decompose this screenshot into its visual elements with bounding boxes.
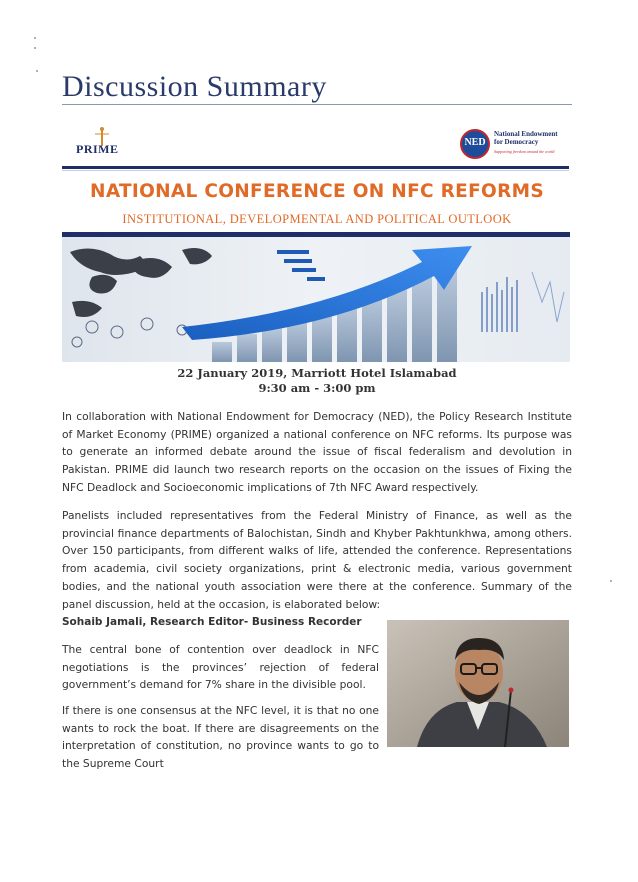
panelists-paragraph: Panelists included representatives from the Federal Ministry of Finance, as well as the provincial finance departments of Balochistan, Sindh and Khyber Pakhtunkhwa, among others. Over 150 participants, from different walks of life, attended the conference. Representations from academia, civil society organizations, print & electronic media, various government bodies, and the national youth association were there at the conference. Summary of the panel discussion, held at the occasion, is elaborated below: bbox=[62, 509, 572, 611]
conference-subtitle: INSTITUTIONAL, DEVELOPMENTAL AND POLITICAL OUTLOOK bbox=[122, 212, 512, 226]
header-band bbox=[62, 166, 569, 169]
scan-speck bbox=[610, 580, 612, 582]
conference-time: 9:30 am - 3:00 pm bbox=[258, 381, 376, 395]
page-title: Discussion Summary bbox=[62, 70, 327, 103]
intro-paragraph: In collaboration with National Endowment for Democracy (NED), the Policy Research Institute of Market Economy (PRIME) organized a national conference on NFC reforms. Its purpose was to generate an informed debate around the issue of fiscal federalism and devolution in Pakistan. PRIME did launch two research reports on the occasion on the issues of Fixing the NFC Deadlock and Socioeconomic implications of 7th NFC Award respectively. bbox=[62, 410, 572, 494]
speaker-paragraph-1: The central bone of contention over deadlock in NFC negotiations is the provinces’ rejection of federal government’s demand for 7% share in the divisible pool. bbox=[62, 643, 379, 692]
ned-logo-badge: NED bbox=[464, 137, 486, 148]
scan-speck bbox=[34, 47, 36, 49]
conference-banner-image bbox=[62, 232, 570, 362]
header-band-thin bbox=[62, 170, 569, 171]
ned-name-line1: National Endowment bbox=[494, 130, 558, 138]
prime-wordmark: PRIME bbox=[76, 142, 119, 156]
scan-speck bbox=[34, 37, 36, 39]
ned-tagline: Supporting freedom around the world bbox=[494, 149, 555, 154]
ned-name-line2: for Democracy bbox=[494, 138, 539, 146]
ned-name bbox=[494, 130, 558, 146]
scan-speck bbox=[36, 70, 38, 72]
title-divider bbox=[62, 104, 572, 105]
conference-date-venue: 22 January 2019, Marriott Hotel Islamabad bbox=[177, 366, 457, 380]
speaker-photo bbox=[387, 620, 569, 747]
conference-title: NATIONAL CONFERENCE ON NFC REFORMS bbox=[90, 181, 544, 202]
speaker-paragraph-2: If there is one consensus at the NFC level, it is that no one wants to rock the boat. If there are disagreements on the interpretation of constitution, no province wants to go to the Supreme Court bbox=[62, 704, 379, 771]
speaker-heading: Sohaib Jamali, Research Editor- Business Recorder bbox=[62, 616, 362, 628]
